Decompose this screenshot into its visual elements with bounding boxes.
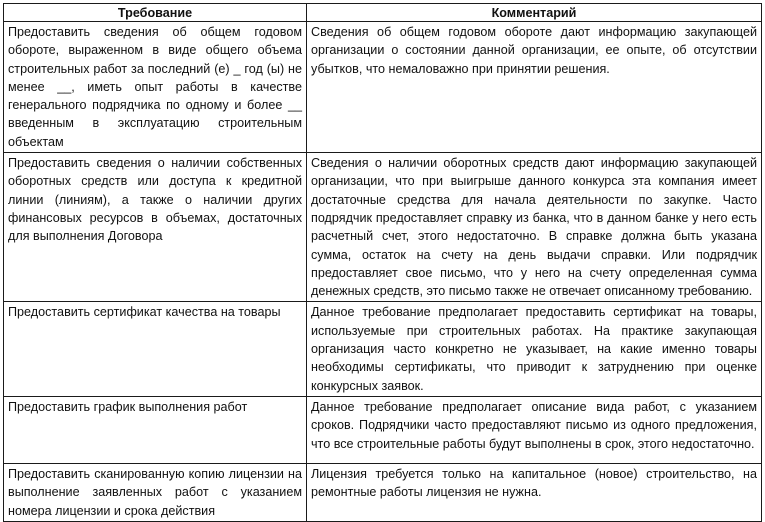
table-row	[4, 302, 762, 396]
requirement-cell: Предоставить сканированную копию лицензии на выполнение заявленных работ с указанием номера лицензии и срока действия	[4, 463, 307, 521]
requirement-cell: Предоставить сведения о наличии собственных оборотных средств или доступа к кредитной линии (линиям), а также о наличии других финансовых ресурсов в объемах, достаточных для выполнения Договора	[4, 153, 307, 302]
table-row	[4, 396, 762, 463]
header-comment: Комментарий	[307, 4, 762, 22]
comment-cell: Лицензия требуется только на капитальное (новое) строительство, на ремонтные работы лицензия не нужна.	[307, 463, 762, 521]
table-row	[4, 22, 762, 153]
comment-cell: Сведения о наличии оборотных средств дают информацию закупающей организации, что при выигрыше данного конкурса эта компания имеет достаточные средства для начала деятельности по закупке. Часто подрядчик предоставляет справку из банка, что в данном банке у него есть расчетный счет, этого недостаточно. В справке должна быть указана сумма, остаток на счету на день выдачи справки. Или подрядчик предоставляет свое письмо, что у него на счету определенная сумма денежных средств, это письмо также не отвечает описанному требованию.	[307, 153, 762, 302]
table-row	[4, 153, 762, 302]
table-header-row	[4, 4, 762, 22]
requirement-cell: Предоставить сведения об общем годовом обороте, выраженном в виде общего объема строительных работ за последний (е) _ год (ы) не менее __, иметь опыт работы в качестве генерального подрядчика по одному и более __ введенным в эксплуатацию строительным объектам	[4, 22, 307, 153]
comment-cell: Данное требование предполагает предоставить сертификат на товары, используемые при строительных работах. На практике закупающая организация часто конкретно не указывает, на какие именно товары необходимы сертификаты, что приводит к затруднению при оценке конкурсных заявок.	[307, 302, 762, 396]
header-requirement: Требование	[4, 4, 307, 22]
comment-cell: Данное требование предполагает описание вида работ, с указанием сроков. Подрядчики часто предоставляют письмо из одного предложения, что все строительные работы будут выполнены в срок, этого недостаточно.	[307, 396, 762, 463]
table-row	[4, 463, 762, 521]
requirement-cell: Предоставить график выполнения работ	[4, 396, 307, 463]
requirements-table	[3, 3, 762, 522]
comment-cell: Сведения об общем годовом обороте дают информацию закупающей организации о состоянии данной организации, ее опыте, об отсутствии убытков, что немаловажно при принятии решения.	[307, 22, 762, 153]
requirement-cell: Предоставить сертификат качества на товары	[4, 302, 307, 396]
